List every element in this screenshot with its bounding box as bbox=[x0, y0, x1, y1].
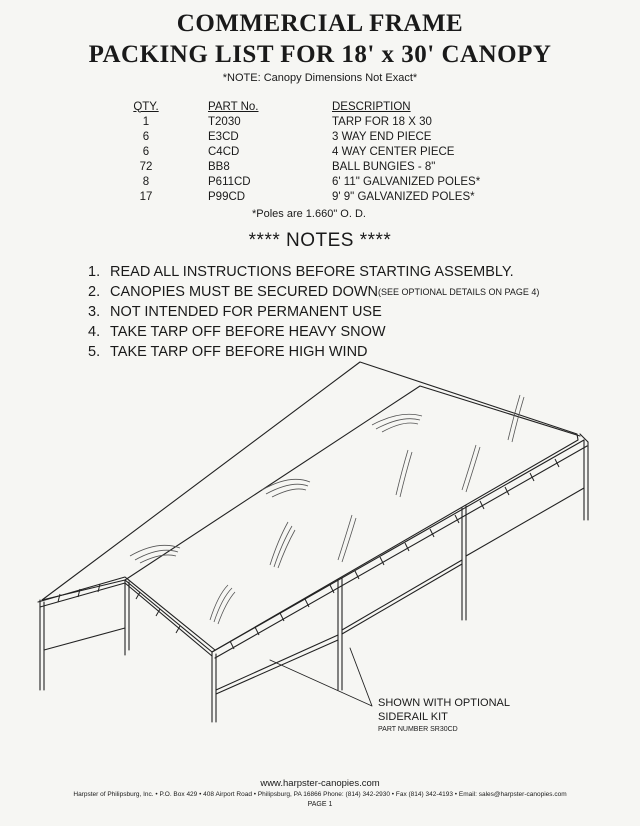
footer-address: Harpster of Philipsburg, Inc. • P.O. Box 429 • 408 Airport Road • Philipsburg, PA 16866 Phone: (814) 342-2930 • Fax (814) 342-4193 • Email: sales@harpster-canopies.com bbox=[73, 791, 567, 798]
qty-cell: 6 bbox=[142, 145, 150, 158]
qty-cell: 17 bbox=[139, 190, 153, 203]
table-row bbox=[120, 189, 552, 204]
table-header-row bbox=[120, 99, 552, 114]
note-text: TAKE TARP OFF BEFORE HIGH WIND bbox=[110, 344, 368, 360]
page-number: PAGE 1 bbox=[307, 801, 333, 808]
note-number: 3. bbox=[88, 304, 101, 320]
roof-outline bbox=[42, 362, 578, 652]
canopy-frame-diagram bbox=[0, 350, 640, 750]
notes-list bbox=[88, 262, 539, 362]
note-text: NOT INTENDED FOR PERMANENT USE bbox=[110, 304, 382, 320]
notes-heading: **** NOTES **** bbox=[248, 230, 392, 251]
table-row bbox=[120, 159, 552, 174]
part-cell: BB8 bbox=[208, 160, 230, 173]
note-number: 1. bbox=[88, 264, 101, 280]
list-item bbox=[88, 302, 539, 322]
document-subtitle: PACKING LIST FOR 18' x 30' CANOPY bbox=[88, 41, 552, 68]
packing-list-table bbox=[120, 99, 552, 204]
note-number: 2. bbox=[88, 284, 101, 300]
qty-cell: 1 bbox=[142, 115, 150, 128]
description-cell: BALL BUNGIES - 8" bbox=[332, 160, 436, 173]
note-number: 5. bbox=[88, 344, 101, 360]
poles-footnote: *Poles are 1.660" O. D. bbox=[252, 208, 366, 220]
qty-cell: 8 bbox=[142, 175, 150, 188]
footer-website: www.harpster-canopies.com bbox=[260, 778, 380, 789]
ridge-line bbox=[125, 386, 580, 580]
description-cell: 4 WAY CENTER PIECE bbox=[332, 145, 455, 158]
qty-cell: 72 bbox=[139, 160, 153, 173]
tarp-wrinkles bbox=[130, 395, 524, 624]
column-header-part: PART No. bbox=[208, 100, 259, 113]
table-row bbox=[120, 144, 552, 159]
note-text: CANOPIES MUST BE SECURED DOWN bbox=[110, 284, 379, 300]
part-cell: P99CD bbox=[208, 190, 246, 203]
description-cell: 6' 11" GALVANIZED POLES* bbox=[332, 175, 481, 188]
note-number: 4. bbox=[88, 324, 101, 340]
column-header-qty: QTY. bbox=[133, 100, 159, 113]
note-text: TAKE TARP OFF BEFORE HEAVY SNOW bbox=[110, 324, 386, 340]
callout-label: SIDERAIL KIT bbox=[378, 711, 448, 723]
list-item bbox=[88, 282, 539, 302]
callout-label: SHOWN WITH OPTIONAL bbox=[378, 697, 510, 709]
list-item bbox=[88, 262, 539, 282]
table-row bbox=[120, 129, 552, 144]
note-detail: (SEE OPTIONAL DETAILS ON PAGE 4) bbox=[378, 287, 540, 297]
part-cell: T2030 bbox=[208, 115, 241, 128]
table-row bbox=[120, 174, 552, 189]
side-frame bbox=[212, 434, 588, 658]
list-item bbox=[88, 322, 539, 342]
callout-leaders bbox=[270, 648, 372, 706]
description-cell: 3 WAY END PIECE bbox=[332, 130, 432, 143]
qty-cell: 6 bbox=[142, 130, 150, 143]
table-row bbox=[120, 114, 552, 129]
part-cell: C4CD bbox=[208, 145, 240, 158]
part-cell: P611CD bbox=[208, 175, 251, 188]
part-cell: E3CD bbox=[208, 130, 239, 143]
note-text: READ ALL INSTRUCTIONS BEFORE STARTING ASSEMBLY. bbox=[110, 264, 514, 280]
description-cell: 9' 9" GALVANIZED POLES* bbox=[332, 190, 475, 203]
document-title: COMMERCIAL FRAME bbox=[176, 10, 464, 37]
callout-part-number: PART NUMBER SR30CD bbox=[378, 726, 458, 733]
column-header-description: DESCRIPTION bbox=[332, 100, 411, 113]
dimensions-note: *NOTE: Canopy Dimensions Not Exact* bbox=[222, 72, 418, 84]
description-cell: TARP FOR 18 X 30 bbox=[332, 115, 432, 128]
